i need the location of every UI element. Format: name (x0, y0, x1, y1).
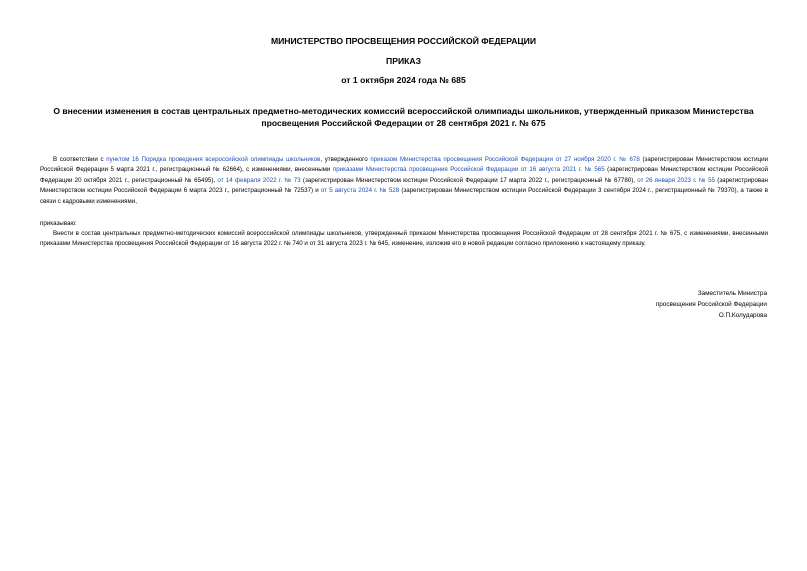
preamble-text-2: , утвержденного (320, 156, 371, 163)
order-paragraph: Внести в состав центральных предметно-методических комиссий всероссийской олимпиады школьников, утвержденный приказом Министерства просвещения Российской Федерации от 28 сентября 2021 г. № 675, с изменениями, внесенными приказами Министерства просвещения Российской Федерации от 16 августа 2022 г. № 740 и от 31 августа 2023 г. № 645, изменение, изложив его в новой редакции согласно приложению к настоящему приказу. (40, 230, 768, 248)
link-order-73[interactable]: от 14 февраля 2022 г. № 73 (217, 176, 301, 184)
signature-name: О.П.Колударова (718, 311, 767, 319)
signature-organization: просвещения Российской Федерации (655, 300, 767, 308)
signature-position: Заместитель Министра (697, 290, 767, 297)
link-point-16-procedure[interactable]: пунктом 16 Порядка проведения всероссийской олимпиады школьников (106, 156, 321, 163)
document-type: ПРИКАЗ (386, 56, 421, 66)
link-order-528[interactable]: от 5 августа 2024 г. № 528 (320, 187, 400, 195)
preamble-text-3: (зарегистрирован Министерством юстиции Российской Федерации 5 марта 2021 г., регистрационный № 62664), с изменениями, внесенными (40, 156, 769, 174)
preamble-text-6: (зарегистрирован Министерством юстиции Российской Федерации 6 марта 2023 г., регистрационный № 72537) и (40, 176, 768, 195)
link-order-565[interactable]: приказами Министерства просвещения Российской Федерации от 16 августа 2021 г. № 565 (332, 166, 605, 174)
ministry-name: МИНИСТЕРСТВО ПРОСВЕЩЕНИЯ РОССИЙСКОЙ ФЕДЕРАЦИИ (270, 36, 537, 46)
document-date-number: от 1 октября 2024 года № 685 (341, 75, 466, 85)
link-order-678[interactable]: приказом Министерства просвещения Российской Федерации от 27 ноября 2020 г. № 678 (370, 156, 640, 163)
document-title: О внесении изменения в состав центральных предметно-методических комиссий всероссийской олимпиады школьников, утвержденный приказом Министерства просвещения Российской Федерации от 28 сентября 2021 г. № 675 (53, 106, 754, 128)
preamble-text-7: (зарегистрирован Министерством юстиции Российской Федерации 3 сентября 2024 г., регистрационный № 79370), а также в связи с кадровыми изменениями, (40, 187, 768, 205)
preamble-text-4: (зарегистрирован Министерством юстиции Российской Федерации 20 октября 2021 г., регистрационный № 65495), (40, 166, 768, 184)
preamble-text-5: (зарегистрирован Министерством юстиции Российской Федерации 17 марта 2022 г., регистрационный № 67780), (300, 176, 638, 184)
signature-block (656, 289, 767, 321)
link-order-55[interactable]: от 26 января 2023 г. № 55 (637, 176, 715, 184)
preamble-text-1: В соответствии с (53, 156, 107, 163)
preamble-paragraph (40, 155, 768, 207)
order-word: приказываю: (40, 220, 77, 227)
